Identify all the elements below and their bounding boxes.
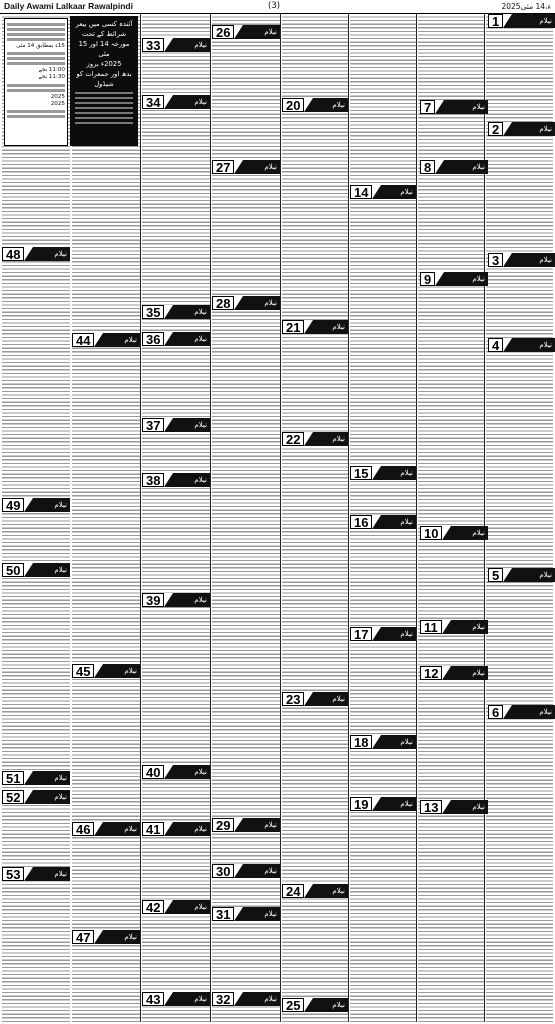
heading-label: نیلام	[472, 163, 485, 171]
auction-section-heading	[2, 498, 70, 512]
section-number: 16	[350, 515, 372, 529]
section-number: 6	[488, 705, 503, 719]
heading-bar	[234, 907, 280, 921]
section-number: 38	[142, 473, 164, 487]
heading-bar	[234, 296, 280, 310]
heading-bar	[304, 692, 348, 706]
heading-label: نیلام	[539, 571, 552, 579]
announcement-banner	[70, 16, 138, 146]
notice-line: 2025	[50, 100, 65, 107]
auction-section-heading	[488, 705, 555, 719]
section-number: 21	[282, 320, 304, 334]
auction-section-heading	[2, 563, 70, 577]
section-number: 40	[142, 765, 164, 779]
auction-section-heading	[142, 765, 210, 779]
heading-label: نیلام	[472, 669, 485, 677]
auction-section-heading	[2, 867, 70, 881]
text-column-a2	[72, 14, 140, 1022]
heading-bar	[164, 765, 210, 779]
heading-label: نیلام	[472, 275, 485, 283]
heading-label: نیلام	[332, 1001, 345, 1009]
notice-line: 11:00 بجے	[38, 67, 65, 74]
heading-label: نیلام	[264, 867, 277, 875]
auction-section-heading	[488, 253, 555, 267]
heading-label: نیلام	[400, 469, 413, 477]
section-number: 7	[420, 100, 435, 114]
heading-label: نیلام	[194, 596, 207, 604]
notice-line: 2025	[50, 93, 65, 100]
section-number: 32	[212, 992, 234, 1006]
auction-section-heading	[142, 305, 210, 319]
section-number: 26	[212, 25, 234, 39]
section-number: 20	[282, 98, 304, 112]
auction-section-heading	[350, 466, 416, 480]
section-number: 41	[142, 822, 164, 836]
auction-section-heading	[420, 800, 488, 814]
auction-section-heading	[420, 666, 488, 680]
section-number: 22	[282, 432, 304, 446]
section-number: 39	[142, 593, 164, 607]
section-number: 24	[282, 884, 304, 898]
auction-section-heading	[212, 907, 280, 921]
heading-label: نیلام	[264, 163, 277, 171]
column-divider	[416, 14, 417, 1022]
auction-section-heading	[212, 818, 280, 832]
auction-section-heading	[142, 38, 210, 52]
section-number: 2	[488, 122, 503, 136]
heading-bar	[234, 992, 280, 1006]
auction-section-heading	[420, 160, 488, 174]
heading-bar	[503, 705, 555, 719]
heading-label: نیلام	[54, 774, 67, 782]
auction-section-heading	[72, 333, 140, 347]
heading-bar	[442, 620, 488, 634]
heading-bar	[24, 563, 70, 577]
heading-label: نیلام	[194, 421, 207, 429]
heading-bar	[503, 253, 555, 267]
heading-label: نیلام	[264, 299, 277, 307]
heading-bar	[372, 797, 416, 811]
auction-section-heading	[350, 515, 416, 529]
section-number: 3	[488, 253, 503, 267]
auction-section-heading	[212, 25, 280, 39]
heading-bar	[164, 95, 210, 109]
auction-section-heading	[2, 771, 70, 785]
auction-section-heading	[488, 568, 555, 582]
section-number: 18	[350, 735, 372, 749]
auction-section-heading	[142, 900, 210, 914]
auction-section-heading	[142, 593, 210, 607]
heading-bar	[503, 338, 555, 352]
auction-section-heading	[350, 735, 416, 749]
section-number: 23	[282, 692, 304, 706]
auction-section-heading	[420, 526, 488, 540]
auction-section-heading	[350, 627, 416, 641]
section-number: 28	[212, 296, 234, 310]
section-number: 50	[2, 563, 24, 577]
notice-line: 15ء بمطابق 14 مئی	[16, 43, 65, 49]
heading-label: نیلام	[124, 825, 137, 833]
heading-label: نیلام	[400, 800, 413, 808]
auction-section-heading	[142, 95, 210, 109]
heading-bar	[24, 771, 70, 785]
heading-bar	[372, 466, 416, 480]
auction-section-heading	[2, 790, 70, 804]
heading-label: نیلام	[194, 995, 207, 1003]
auction-section-heading	[420, 272, 488, 286]
section-number: 33	[142, 38, 164, 52]
heading-bar	[435, 272, 488, 286]
section-number: 43	[142, 992, 164, 1006]
section-number: 4	[488, 338, 503, 352]
heading-label: نیلام	[264, 995, 277, 1003]
heading-label: نیلام	[472, 623, 485, 631]
heading-label: نیلام	[400, 188, 413, 196]
heading-bar	[372, 735, 416, 749]
auction-section-heading	[282, 320, 348, 334]
section-number: 44	[72, 333, 94, 347]
heading-label: نیلام	[400, 518, 413, 526]
auction-section-heading	[212, 296, 280, 310]
heading-bar	[304, 98, 348, 112]
heading-bar	[304, 998, 348, 1012]
auction-section-heading	[2, 247, 70, 261]
heading-label: نیلام	[400, 738, 413, 746]
heading-label: نیلام	[472, 529, 485, 537]
section-number: 17	[350, 627, 372, 641]
notice-line: 11:30 بجے	[38, 74, 65, 81]
heading-bar	[234, 160, 280, 174]
heading-label: نیلام	[539, 341, 552, 349]
heading-label: نیلام	[54, 566, 67, 574]
section-number: 8	[420, 160, 435, 174]
heading-bar	[94, 664, 140, 678]
heading-label: نیلام	[54, 501, 67, 509]
auction-section-heading	[420, 620, 488, 634]
heading-label: نیلام	[54, 250, 67, 258]
section-number: 30	[212, 864, 234, 878]
auction-section-heading	[488, 14, 555, 28]
section-number: 51	[2, 771, 24, 785]
heading-label: نیلام	[194, 308, 207, 316]
section-number: 9	[420, 272, 435, 286]
heading-bar	[304, 320, 348, 334]
auction-section-heading	[72, 930, 140, 944]
heading-label: نیلام	[332, 887, 345, 895]
auction-section-heading	[72, 822, 140, 836]
heading-bar	[234, 818, 280, 832]
heading-bar	[164, 418, 210, 432]
banner-line: آئندہ کسی میں بیعر شرائط کے تحت	[75, 20, 133, 38]
heading-bar	[304, 884, 348, 898]
heading-label: نیلام	[472, 803, 485, 811]
auction-section-heading	[142, 992, 210, 1006]
section-number: 31	[212, 907, 234, 921]
heading-bar	[372, 515, 416, 529]
auction-section-heading	[488, 122, 555, 136]
heading-bar	[24, 790, 70, 804]
section-number: 53	[2, 867, 24, 881]
auction-section-heading	[142, 418, 210, 432]
heading-label: نیلام	[194, 335, 207, 343]
auction-section-heading	[420, 100, 488, 114]
heading-bar	[234, 864, 280, 878]
heading-bar	[94, 822, 140, 836]
heading-label: نیلام	[124, 667, 137, 675]
page-number: (3)	[268, 1, 281, 11]
banner-line: بدھ اور جمعرات کو شیڈول	[76, 70, 132, 88]
heading-label: نیلام	[539, 17, 552, 25]
section-number: 14	[350, 185, 372, 199]
heading-label: نیلام	[124, 336, 137, 344]
section-number: 25	[282, 998, 304, 1012]
notice-box	[4, 18, 68, 146]
section-number: 52	[2, 790, 24, 804]
auction-section-heading	[282, 98, 348, 112]
auction-section-heading	[488, 338, 555, 352]
heading-label: نیلام	[400, 630, 413, 638]
section-number: 29	[212, 818, 234, 832]
column-divider	[140, 14, 141, 1022]
section-number: 37	[142, 418, 164, 432]
heading-bar	[164, 822, 210, 836]
text-column-g	[486, 14, 553, 1022]
auction-section-heading	[212, 864, 280, 878]
section-number: 48	[2, 247, 24, 261]
text-column-b	[142, 14, 210, 1022]
auction-section-heading	[72, 664, 140, 678]
heading-label: نیلام	[194, 768, 207, 776]
heading-label: نیلام	[332, 435, 345, 443]
heading-bar	[164, 332, 210, 346]
heading-bar	[503, 14, 555, 28]
heading-bar	[164, 38, 210, 52]
heading-label: نیلام	[194, 825, 207, 833]
heading-label: نیلام	[472, 103, 485, 111]
heading-label: نیلام	[264, 910, 277, 918]
heading-label: نیلام	[54, 870, 67, 878]
heading-bar	[164, 992, 210, 1006]
heading-label: نیلام	[332, 695, 345, 703]
heading-bar	[24, 867, 70, 881]
heading-label: نیلام	[332, 323, 345, 331]
section-number: 36	[142, 332, 164, 346]
heading-bar	[372, 627, 416, 641]
heading-bar	[164, 593, 210, 607]
section-number: 27	[212, 160, 234, 174]
section-number: 35	[142, 305, 164, 319]
issue-date: 2025ء،14 مئی	[501, 2, 551, 11]
banner-line: 2025ء بروز	[86, 60, 122, 68]
heading-bar	[164, 305, 210, 319]
section-number: 15	[350, 466, 372, 480]
heading-bar	[164, 473, 210, 487]
section-number: 42	[142, 900, 164, 914]
heading-label: نیلام	[124, 933, 137, 941]
heading-bar	[234, 25, 280, 39]
auction-section-heading	[282, 692, 348, 706]
heading-bar	[94, 930, 140, 944]
auction-section-heading	[212, 160, 280, 174]
heading-label: نیلام	[264, 28, 277, 36]
heading-label: نیلام	[539, 125, 552, 133]
heading-bar	[442, 800, 488, 814]
section-number: 34	[142, 95, 164, 109]
heading-bar	[304, 432, 348, 446]
column-divider	[348, 14, 349, 1022]
auction-section-heading	[350, 185, 416, 199]
heading-label: نیلام	[194, 98, 207, 106]
auction-section-heading	[142, 822, 210, 836]
heading-bar	[164, 900, 210, 914]
section-number: 46	[72, 822, 94, 836]
heading-bar	[24, 498, 70, 512]
heading-bar	[503, 122, 555, 136]
section-number: 5	[488, 568, 503, 582]
auction-section-heading	[350, 797, 416, 811]
auction-section-heading	[212, 992, 280, 1006]
text-column-d	[282, 14, 348, 1022]
heading-label: نیلام	[194, 903, 207, 911]
heading-bar	[442, 666, 488, 680]
auction-section-heading	[282, 432, 348, 446]
heading-label: نیلام	[194, 41, 207, 49]
banner-line: مورخہ 14 اور 15 مئی	[78, 40, 130, 58]
section-number: 11	[420, 620, 442, 634]
auction-section-heading	[142, 473, 210, 487]
section-number: 19	[350, 797, 372, 811]
heading-label: نیلام	[54, 793, 67, 801]
column-divider	[280, 14, 281, 1022]
heading-label: نیلام	[194, 476, 207, 484]
heading-label: نیلام	[332, 101, 345, 109]
section-number: 1	[488, 14, 503, 28]
heading-bar	[503, 568, 555, 582]
heading-bar	[24, 247, 70, 261]
section-number: 12	[420, 666, 442, 680]
section-number: 13	[420, 800, 442, 814]
heading-bar	[435, 100, 488, 114]
auction-section-heading	[282, 884, 348, 898]
heading-bar	[94, 333, 140, 347]
auction-section-heading	[282, 998, 348, 1012]
heading-label: نیلام	[539, 256, 552, 264]
heading-bar	[435, 160, 488, 174]
heading-label: نیلام	[264, 821, 277, 829]
newspaper-title: Daily Awami Lalkaar Rawalpindi	[4, 1, 133, 11]
column-divider	[210, 14, 211, 1022]
section-number: 10	[420, 526, 442, 540]
page-header	[0, 0, 555, 14]
section-number: 49	[2, 498, 24, 512]
heading-bar	[442, 526, 488, 540]
section-number: 45	[72, 664, 94, 678]
auction-section-heading	[142, 332, 210, 346]
heading-label: نیلام	[539, 708, 552, 716]
heading-bar	[372, 185, 416, 199]
section-number: 47	[72, 930, 94, 944]
